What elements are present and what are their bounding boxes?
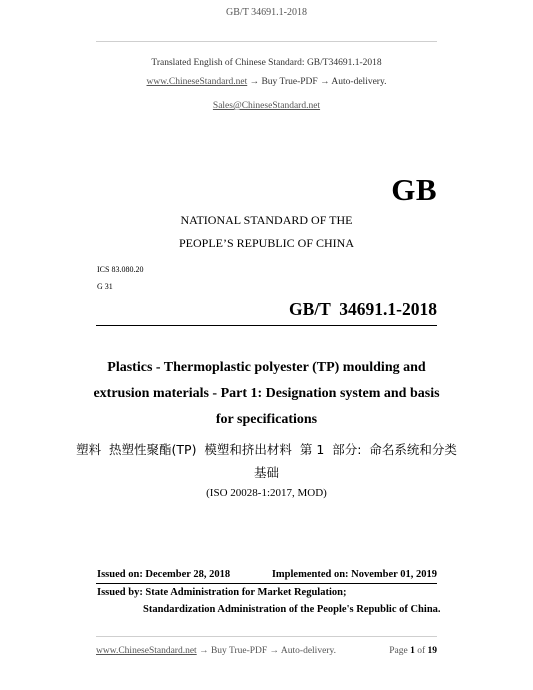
running-header: GB/T 34691.1-2018	[226, 7, 307, 18]
of-label: of	[417, 646, 426, 656]
national-standard-line1: NATIONAL STANDARD OF THE	[180, 213, 353, 227]
footer-site-link[interactable]: www.ChineseStandard.net	[96, 646, 197, 656]
issuer-line1: Issued by: State Administration for Market Regulation;	[97, 587, 347, 598]
title-line1: Plastics - Thermoplastic polyester (TP) moulding and	[107, 360, 426, 375]
page-label: Page	[389, 646, 408, 656]
chinese-title-line2: 基础	[253, 465, 279, 480]
standard-number: GB/T 34691.1-2018	[289, 299, 437, 319]
purchase-line	[0, 77, 533, 87]
footer-purchase-text: → Buy True-PDF → Auto-delivery.	[196, 646, 336, 656]
title-line2: extrusion materials - Part 1: Designation system and basis	[93, 386, 440, 401]
ics-code: ICS 83.080.20	[97, 265, 144, 274]
issuer-line2: Standardization Administration of the People's Republic of China.	[143, 604, 441, 615]
gb-logo: GB	[391, 172, 437, 207]
email-line	[0, 95, 533, 113]
ccs-code: G 31	[97, 282, 113, 291]
translation-notice: Translated English of Chinese Standard: GB/T34691.1-2018	[151, 58, 382, 68]
page-number: 1	[410, 646, 415, 656]
title-divider	[96, 325, 437, 326]
iso-reference: (ISO 20028-1:2017, MOD)	[206, 487, 327, 499]
email-link[interactable]: Sales@ChineseStandard.net	[212, 101, 321, 111]
header-divider	[96, 41, 437, 42]
dates-divider	[96, 583, 437, 584]
national-standard-line2: PEOPLE’S REPUBLIC OF CHINA	[178, 236, 355, 250]
title-line3: for specifications	[215, 412, 318, 427]
issued-date: Issued on: December 28, 2018	[97, 569, 231, 580]
footer-divider	[96, 636, 437, 637]
page-indicator	[389, 646, 437, 656]
footer-purchase-line	[96, 646, 336, 656]
site-link[interactable]: www.ChineseStandard.net	[146, 77, 248, 87]
purchase-text: → Buy True-PDF → Auto-delivery.	[247, 77, 387, 87]
page-total: 19	[427, 646, 437, 656]
implemented-date: Implemented on: November 01, 2019	[271, 569, 437, 580]
chinese-title-line1: 塑料 热塑性聚酯(TP) 模塑和挤出材料 第 1 部分: 命名系统和分类	[76, 442, 457, 457]
